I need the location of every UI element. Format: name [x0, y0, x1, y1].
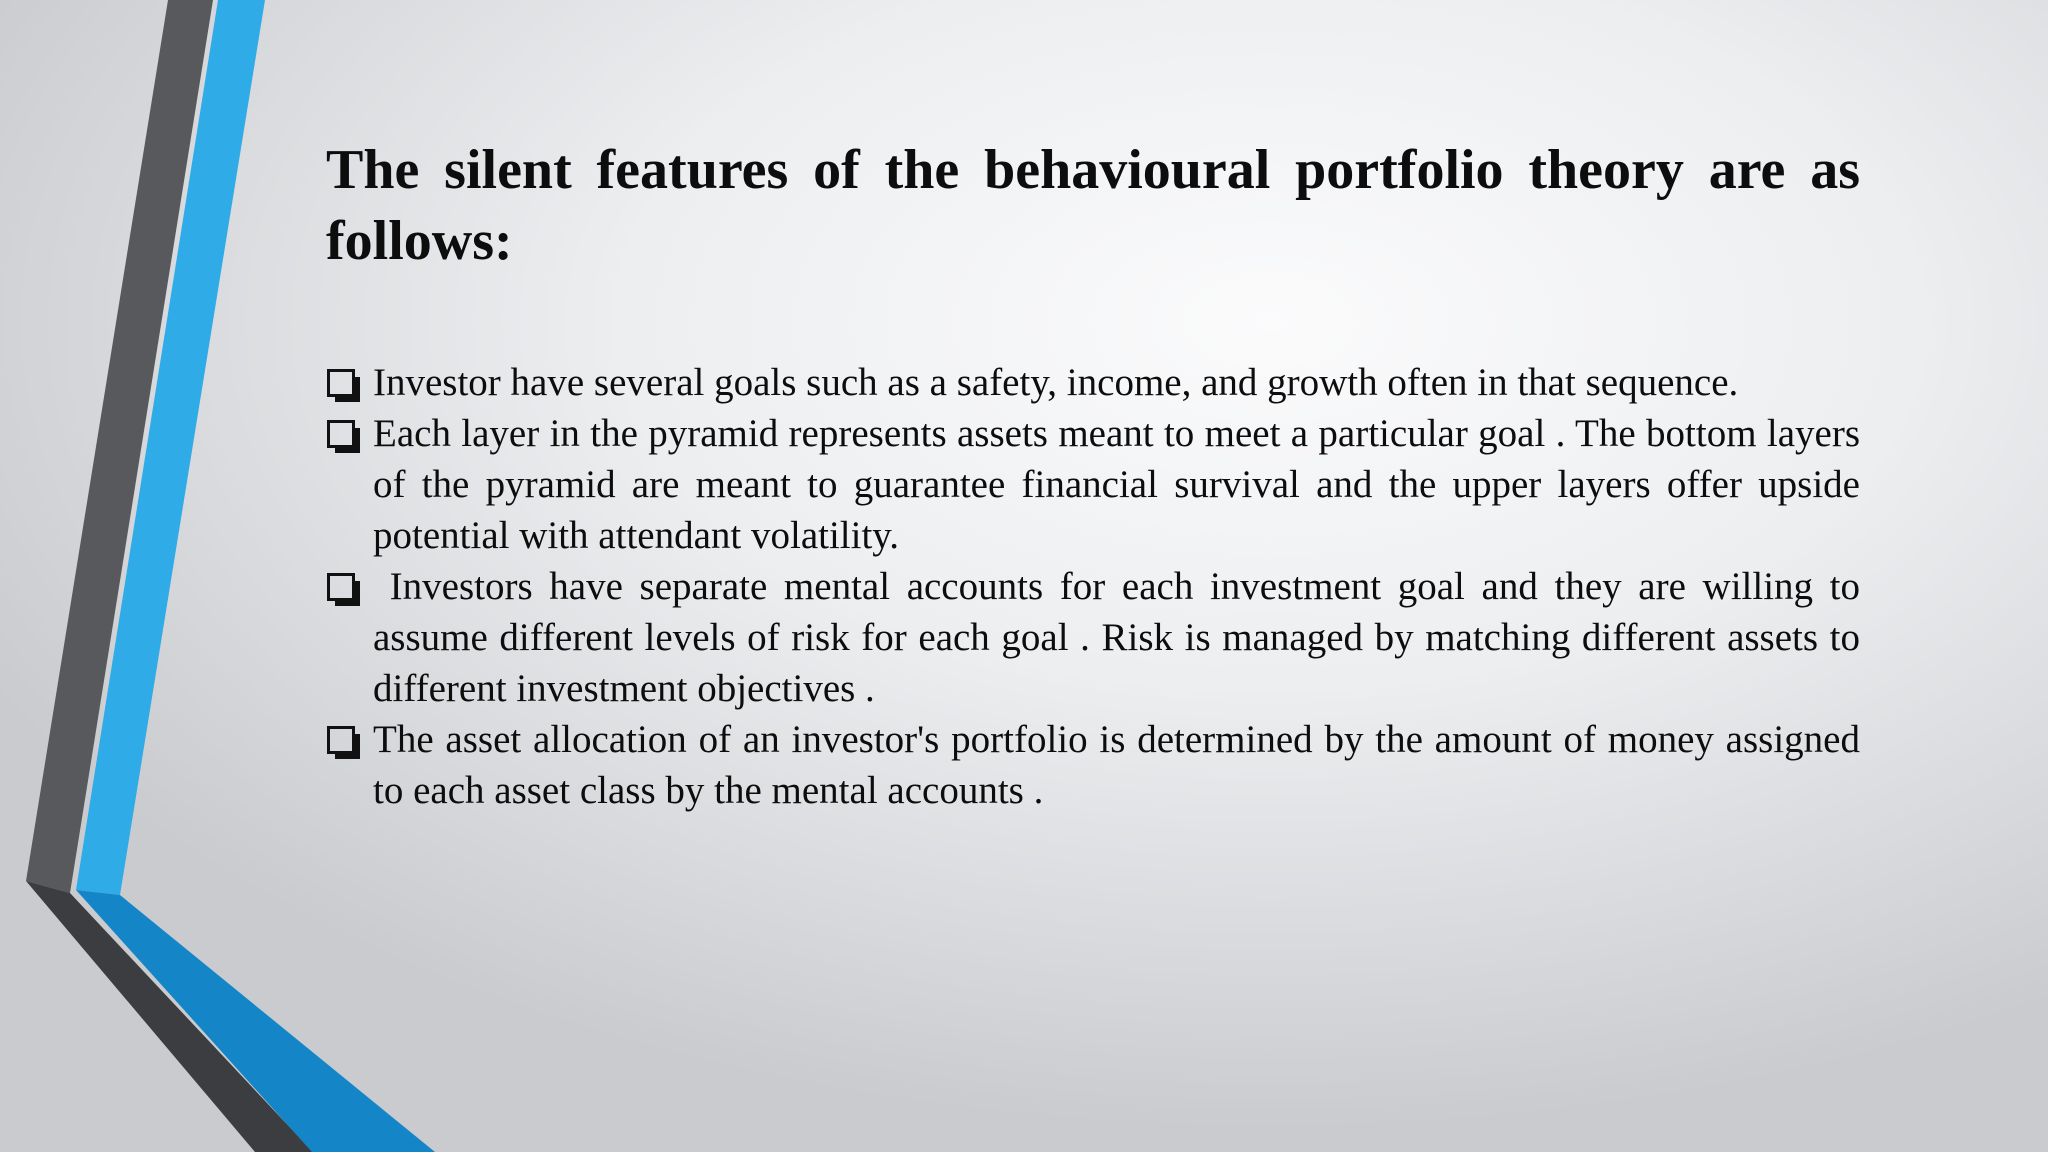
dark-stripe-diagonal — [26, 881, 313, 1152]
bullet-item — [326, 357, 1860, 408]
bullet-text: Each layer in the pyramid represents assets meant to meet a particular goal . The bottom layers of the pyramid are meant to guarantee financial survival and the upper layers offer upside potential with attendant volatility. — [373, 412, 1860, 557]
bullet-text: Investors have separate mental accounts for each investment goal and they are willing to assume different levels of risk for each goal . Risk is managed by matching different assets to different investment objectives . — [373, 565, 1870, 710]
checkbox-icon — [327, 726, 355, 754]
bullet-text: Investor have several goals such as a safety, income, and growth often in that sequence. — [373, 361, 1739, 404]
slide-title: The silent features of the behavioural portfolio theory are as follows: — [326, 139, 1860, 272]
checkbox-icon — [327, 420, 355, 448]
blue-stripe-vertical — [76, 0, 265, 895]
checkbox-icon — [327, 369, 355, 397]
gray-stripe-vertical — [26, 0, 213, 893]
blue-stripe-diagonal — [76, 890, 435, 1152]
bullet-text: The asset allocation of an investor's portfolio is determined by the amount of money assigned to each asset class by the mental accounts . — [373, 718, 1860, 812]
bullet-item — [326, 714, 1860, 816]
checkbox-icon — [327, 573, 355, 601]
bullet-item — [326, 561, 1870, 714]
slide-content — [326, 135, 1870, 816]
bullet-item — [326, 408, 1860, 561]
bullet-list — [326, 357, 1870, 816]
